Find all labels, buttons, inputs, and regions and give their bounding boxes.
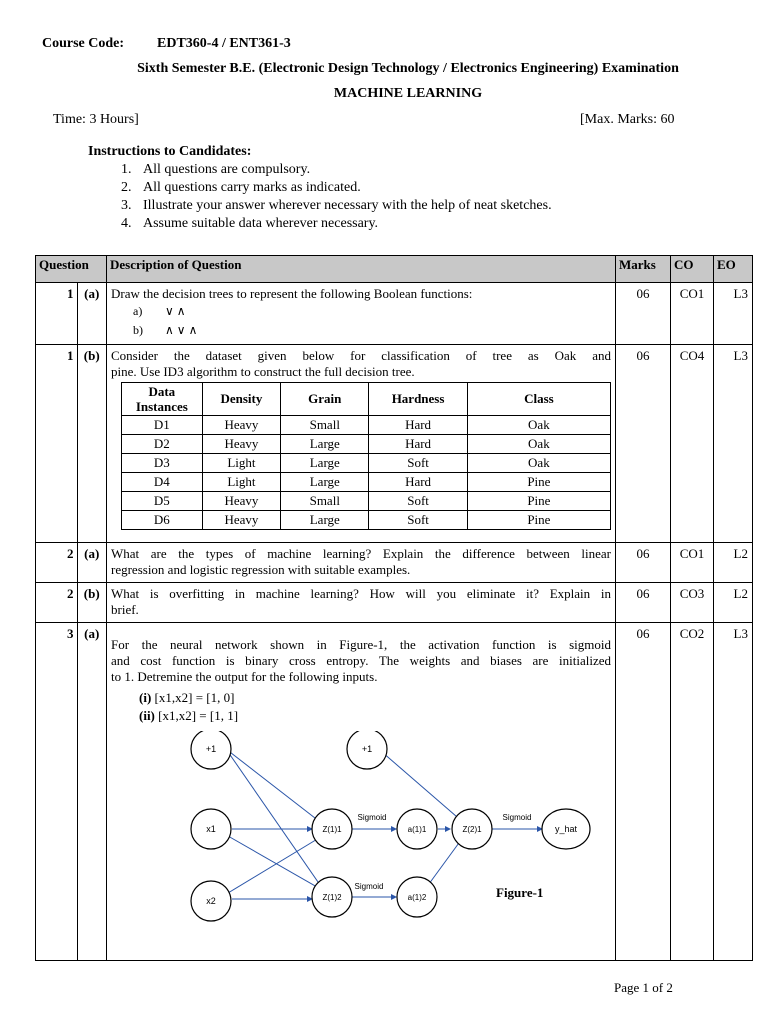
- question-eo: L2: [714, 583, 753, 623]
- question-eo: L3: [714, 345, 753, 543]
- question-number: 2: [36, 543, 78, 583]
- dataset-row: [122, 473, 611, 492]
- question-co: CO3: [671, 583, 714, 623]
- question-description: [107, 583, 616, 623]
- question-number: 3: [36, 623, 78, 961]
- question-part: (b): [77, 345, 107, 543]
- question-text-line: What are the types of machine learning? Explain the difference between linear: [111, 546, 611, 561]
- dataset-cell: Large: [281, 454, 369, 473]
- dataset-cell: Hard: [369, 416, 467, 435]
- question-number: 2: [36, 583, 78, 623]
- sigmoid-label-3: Sigmoid: [502, 813, 532, 822]
- dataset-cell: Heavy: [202, 511, 281, 530]
- sigmoid-label-2: Sigmoid: [354, 882, 384, 891]
- dataset-cell: Soft: [369, 454, 467, 473]
- boolean-function-b: b) ∧ ∨ ∧: [133, 323, 198, 337]
- z1-node-label: Z(1)1: [322, 825, 342, 834]
- question-description: [107, 543, 616, 583]
- question-text-line: pine. Use ID3 algorithm to construct the full decision tree.: [111, 364, 415, 379]
- dataset-cell: Light: [202, 454, 281, 473]
- bias-node-1-label: +1: [205, 744, 217, 754]
- x1-node-label: x1: [206, 824, 216, 834]
- question-eo: L3: [714, 283, 753, 345]
- dataset-row: [122, 492, 611, 511]
- dataset-col-header: Density: [202, 383, 281, 416]
- question-co: CO4: [671, 345, 714, 543]
- instructions-list: [88, 161, 552, 233]
- dataset-cell: D5: [122, 492, 203, 511]
- max-marks: [Max. Marks: 60: [580, 112, 675, 127]
- exam-time: Time: 3 Hours]: [53, 112, 139, 127]
- dataset-cell: Pine: [467, 511, 610, 530]
- question-part: (b): [77, 583, 107, 623]
- header-question: Question: [36, 256, 107, 283]
- sigmoid-label-1: Sigmoid: [357, 813, 387, 822]
- question-row-1b: [36, 345, 753, 543]
- dataset-cell: Small: [281, 416, 369, 435]
- dataset-col-header: Class: [467, 383, 610, 416]
- boolean-function-a: a) ∨ ∧: [133, 304, 186, 318]
- a1-node-label: a(1)1: [407, 825, 427, 834]
- header-marks: Marks: [616, 256, 671, 283]
- question-text-line: to 1. Detremine the output for the following inputs.: [111, 669, 378, 684]
- dataset-cell: Light: [202, 473, 281, 492]
- dataset-cell: D3: [122, 454, 203, 473]
- question-marks: 06: [616, 543, 671, 583]
- bias-node-2-label: +1: [361, 744, 373, 754]
- course-code-line: [42, 36, 291, 52]
- dataset-row: [122, 454, 611, 473]
- question-description: [107, 345, 616, 543]
- instruction-item: 2. All questions carry marks as indicated.: [135, 179, 552, 197]
- question-row-1a: [36, 283, 753, 345]
- instruction-item: 4. Assume suitable data wherever necessary.: [135, 215, 552, 233]
- question-text: Draw the decision trees to represent the following Boolean functions:: [111, 286, 473, 301]
- dataset-cell: Pine: [467, 473, 610, 492]
- instruction-item: 3. Illustrate your answer wherever necessary with the help of neat sketches.: [135, 197, 552, 215]
- dataset-cell: Oak: [467, 416, 610, 435]
- instructions-heading: Instructions to Candidates:: [88, 144, 252, 159]
- question-text-line: regression and logistic regression with suitable examples.: [111, 562, 411, 577]
- question-row-3a: [36, 623, 753, 961]
- question-number: 1: [36, 283, 78, 345]
- dataset-cell: Pine: [467, 492, 610, 511]
- exam-title: Sixth Semester B.E. (Electronic Design Technology / Electronics Engineering) Examination: [137, 61, 679, 76]
- dataset-cell: Hard: [369, 473, 467, 492]
- dataset-cell: D2: [122, 435, 203, 454]
- z2-node-label: Z(1)2: [322, 893, 342, 902]
- dataset-cell: Large: [281, 473, 369, 492]
- dataset-table: [121, 382, 611, 530]
- question-text-line: brief.: [111, 602, 139, 617]
- question-co: CO1: [671, 543, 714, 583]
- page-number: Page 1 of 2: [614, 980, 673, 995]
- question-text-line: What is overfitting in machine learning? How will you eliminate it? Explain in: [111, 586, 611, 601]
- figure-caption: Figure-1: [496, 885, 544, 900]
- question-marks: 06: [616, 623, 671, 961]
- question-description: [107, 623, 616, 961]
- dataset-col-header: Hardness: [369, 383, 467, 416]
- neural-network-figure: [171, 731, 591, 931]
- dataset-cell: D6: [122, 511, 203, 530]
- dataset-cell: Small: [281, 492, 369, 511]
- question-number: 1: [36, 345, 78, 543]
- question-eo: L3: [714, 623, 753, 961]
- question-marks: 06: [616, 283, 671, 345]
- dataset-cell: Soft: [369, 511, 467, 530]
- question-table: [35, 255, 753, 961]
- x2-node-label: x2: [206, 896, 216, 906]
- header-description: Description of Question: [107, 256, 616, 283]
- dataset-cell: Heavy: [202, 492, 281, 511]
- input-case-1: (i) [x1,x2] = [1, 0]: [139, 690, 235, 705]
- question-eo: L2: [714, 543, 753, 583]
- question-marks: 06: [616, 345, 671, 543]
- question-text-line: For the neural network shown in Figure-1, the activation function is sigmoid: [111, 637, 611, 652]
- question-row-2a: [36, 543, 753, 583]
- question-table-header: [36, 256, 753, 283]
- input-case-2: (ii) [x1,x2] = [1, 1]: [139, 708, 239, 723]
- dataset-row: [122, 416, 611, 435]
- course-code-label: Course Code:: [42, 36, 125, 51]
- subject-title: MACHINE LEARNING: [333, 86, 483, 101]
- yhat-node-label: y_hat: [554, 824, 578, 834]
- question-text-line: Consider the dataset given below for classification of tree as Oak and: [111, 348, 611, 363]
- course-code-value: EDT360-4 / ENT361-3: [157, 36, 291, 51]
- dataset-header-row: [122, 383, 611, 416]
- question-part: (a): [77, 543, 107, 583]
- question-co: CO2: [671, 623, 714, 961]
- header-eo: EO: [714, 256, 753, 283]
- instructions: [88, 144, 552, 233]
- dataset-col-header: Data Instances: [122, 383, 203, 416]
- network-edges: [226, 749, 542, 899]
- dataset-cell: Large: [281, 511, 369, 530]
- question-description: [107, 283, 616, 345]
- question-part: (a): [77, 283, 107, 345]
- dataset-cell: D4: [122, 473, 203, 492]
- question-row-2b: [36, 583, 753, 623]
- dataset-cell: Large: [281, 435, 369, 454]
- question-part: (a): [77, 623, 107, 961]
- dataset-col-header: Grain: [281, 383, 369, 416]
- dataset-cell: Heavy: [202, 416, 281, 435]
- dataset-row: [122, 511, 611, 530]
- dataset-cell: Soft: [369, 492, 467, 511]
- header-co: CO: [671, 256, 714, 283]
- instruction-item: 1. All questions are compulsory.: [135, 161, 552, 179]
- question-marks: 06: [616, 583, 671, 623]
- dataset-cell: D1: [122, 416, 203, 435]
- dataset-row: [122, 435, 611, 454]
- dataset-cell: Hard: [369, 435, 467, 454]
- zout-node-label: Z(2)1: [462, 825, 482, 834]
- question-co: CO1: [671, 283, 714, 345]
- question-text-line: and cost function is binary cross entropy. The weights and biases are initialized: [111, 653, 611, 668]
- dataset-cell: Oak: [467, 435, 610, 454]
- a2-node-label: a(1)2: [407, 893, 427, 902]
- dataset-cell: Heavy: [202, 435, 281, 454]
- dataset-cell: Oak: [467, 454, 610, 473]
